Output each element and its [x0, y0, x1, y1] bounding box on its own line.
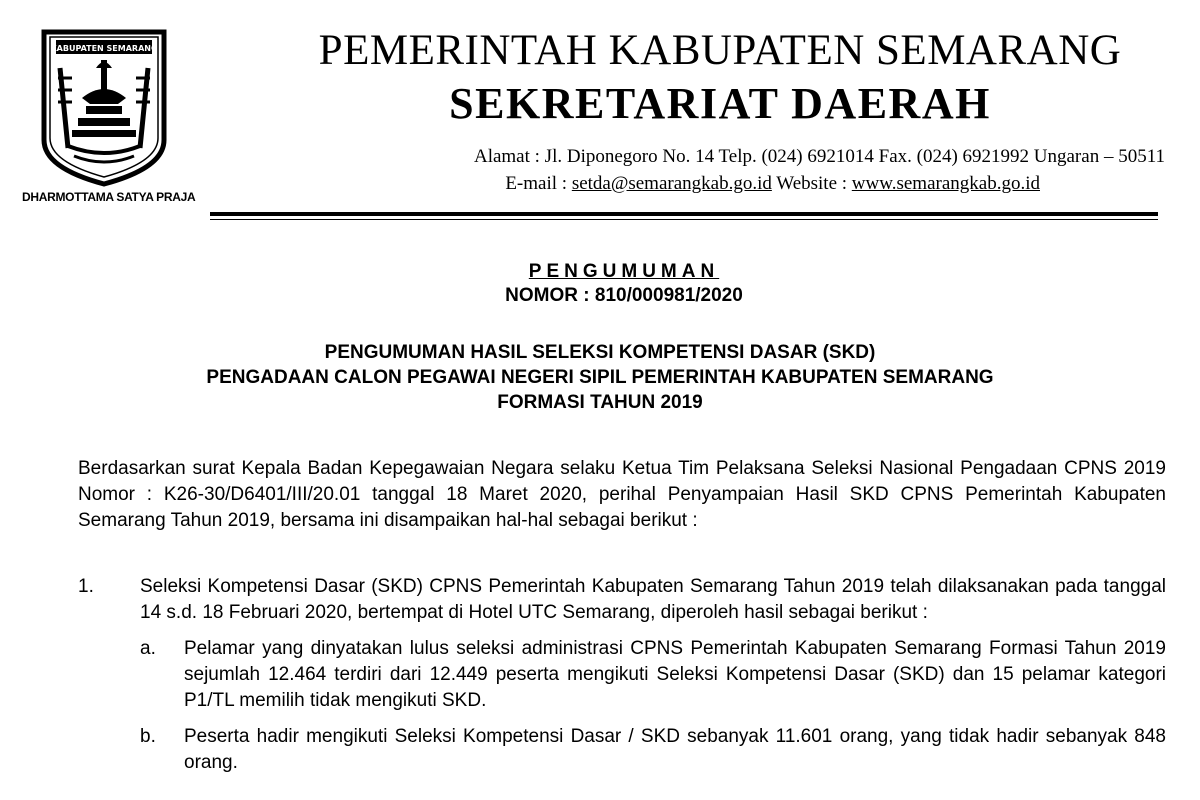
kabupaten-semarang-emblem-icon: [38, 28, 170, 188]
heading-line: PENGUMUMAN HASIL SELEKSI KOMPETENSI DASAR (SKD): [324, 342, 876, 363]
heading-line: FORMASI TAHUN 2019: [497, 392, 703, 413]
government-name: PEMERINTAH KABUPATEN SEMARANG: [318, 27, 1122, 74]
sublist-item-text: Pelamar yang dinyatakan lulus seleksi administrasi CPNS Pemerintah Kabupaten Semarang Formasi Tahun 2019 sejumlah 12.464 terdiri dari 12.449 peserta mengikuti Seleksi Kompetensi Dasar (SKD) dan 15 pelamar kategori P1/TL memilih tidak mengikuti SKD.: [184, 638, 1166, 711]
letterhead-rule-thin: [210, 219, 1158, 220]
intro-paragraph: Berdasarkan surat Kepala Badan Kepegawaian Negara selaku Ketua Tim Pelaksana Seleksi Nasional Pengadaan CPNS 2019 Nomor : K26-30/D6401/III/20.01 tanggal 18 Maret 2020, perihal Penyampaian Hasil SKD CPNS Pemerintah Kabupaten Semarang Tahun 2019, bersama ini disampaikan hal-hal sebagai berikut :: [78, 458, 1166, 531]
logo-motto: DHARMOTTAMA SATYA PRAJA: [22, 190, 196, 204]
sublist-item-label: b.: [140, 726, 156, 747]
office-address: Alamat : Jl. Diponegoro No. 14 Telp. (024) 6921014 Fax. (024) 6921992 Ungaran – 50511: [473, 146, 1165, 167]
heading-line: PENGADAAN CALON PEGAWAI NEGERI SIPIL PEMERINTAH KABUPATEN SEMARANG: [206, 367, 994, 388]
letterhead-rule-thick: [210, 212, 1158, 216]
announcement-title-block: [0, 260, 1200, 308]
email-link[interactable]: setda@semarangkab.go.id: [571, 173, 772, 194]
contact-line: [300, 173, 1040, 195]
announcement-title: PENGUMUMAN: [528, 261, 720, 282]
letterhead: [0, 0, 1200, 225]
announcement-heading: [0, 340, 1200, 415]
list-item-number: 1.: [78, 576, 94, 597]
website-label: Website :: [771, 173, 852, 194]
logo: [18, 28, 208, 188]
email-label: E-mail :: [505, 173, 572, 194]
sublist-item-label: a.: [140, 638, 156, 659]
logo-banner-text: KABUPATEN SEMARANG: [50, 44, 158, 53]
list-item-text: Seleksi Kompetensi Dasar (SKD) CPNS Pemerintah Kabupaten Semarang Tahun 2019 telah dilaksanakan pada tanggal 14 s.d. 18 Februari 2020, bertempat di Hotel UTC Semarang, diperoleh hasil sebagai berikut :: [140, 576, 1166, 623]
website-link[interactable]: www.semarangkab.go.id: [851, 173, 1040, 194]
announcement-number: NOMOR : 810/000981/2020: [505, 285, 743, 306]
office-name: SEKRETARIAT DAERAH: [449, 79, 991, 128]
sublist-item-text: Peserta hadir mengikuti Seleksi Kompetensi Dasar / SKD sebanyak 11.601 orang, yang tidak hadir sebanyak 848 orang.: [184, 726, 1166, 773]
